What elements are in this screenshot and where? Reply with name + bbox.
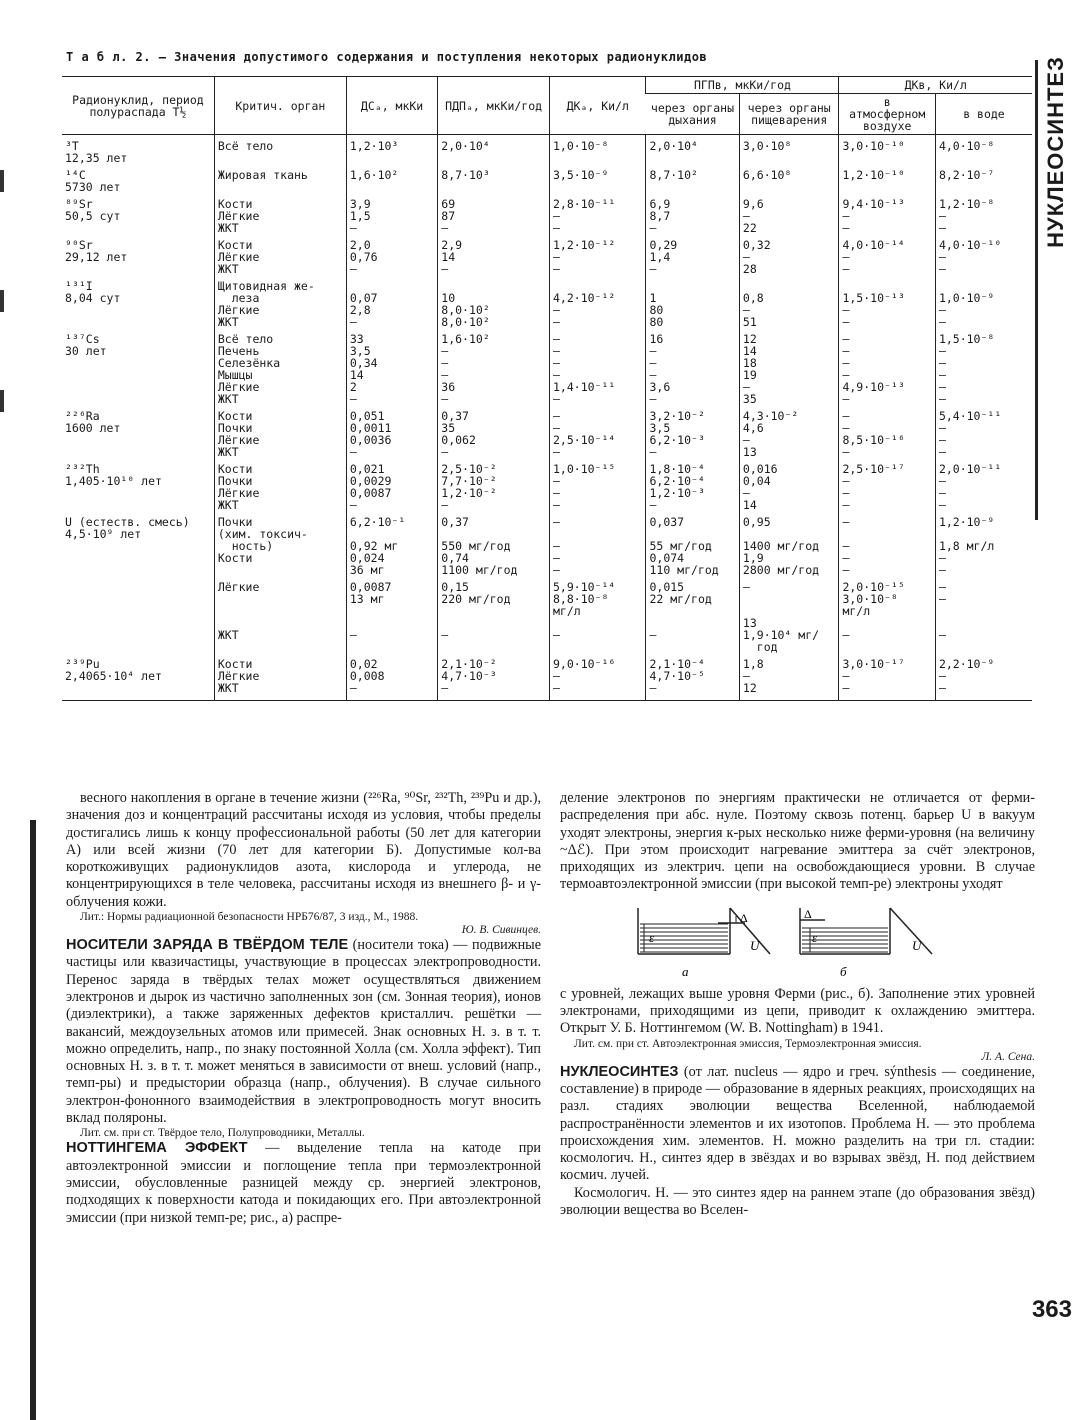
table-cell-dig: 12 14 18 19 — 35	[739, 328, 839, 405]
table-cell-water: 2,0·10⁻¹¹ — — —	[935, 458, 1032, 511]
table-cell-nuclide: ²³⁹Pu 2,4065·10⁴ лет	[62, 653, 214, 701]
table-cell-dk: — — — — 1,4·10⁻¹¹ —	[550, 328, 646, 405]
fig-u-b: U	[912, 937, 922, 953]
literature-note: Лит. см. при ст. Твёрдое тело, Полупроводники, Металлы.	[80, 1127, 365, 1140]
table-cell-nuclide: ²²⁶Ra 1600 лет	[65, 409, 121, 435]
table-cell-water: 8,2·10⁻⁷	[935, 164, 1032, 193]
table-cell-nuclide: ⁸⁹Sr 50,5 сут	[65, 197, 121, 223]
fig-label-a: а	[682, 963, 689, 979]
table-cell-resp: 0,015 22 мг/год —	[646, 576, 739, 653]
fig-label-b: б	[840, 963, 847, 979]
energy-diagram	[560, 898, 1035, 984]
entry-term: НОТТИНГЕМА ЭФФЕКТ	[66, 1140, 248, 1157]
table-cell-ds: 33 3,5 0,34 14 2 —	[346, 328, 437, 405]
table-cell-resp: 6,9 8,7 —	[646, 193, 739, 234]
table-row	[62, 193, 1032, 234]
table-cell-nuclide: ⁹⁰Sr 29,12 лет	[65, 238, 128, 264]
table-cell-dig: 0,95 1400 мг/год 1,9 2800 мг/год	[739, 511, 839, 576]
header-dkb-water: в воде	[935, 94, 1032, 135]
table-cell-dk: — — — —	[550, 511, 646, 576]
paragraph: весного накопления в органе в течение жизни (²²⁶Ra, ⁹⁰Sr, ²³²Th, ²³⁹Pu и др.), значения доз и концентраций рассчитаны исходя из условия, чтобы пределы достигались лишь к концу профессиональной работы (50 лет для категории А) или всей жизни (70 лет для категории Б). Допустимые кол-ва короткоживущих радионуклидов азота, кислорода и углерода, не концентрирующихся в теле человека, рассчитаны исходя из внешнего β- и γ-облучения кожи.	[66, 790, 541, 910]
table-cell-pdp: 2,1·10⁻² 4,7·10⁻³ —	[438, 653, 550, 701]
fig-eps-b: ε	[812, 929, 818, 945]
entry-nositeli	[66, 937, 541, 1127]
table-cell-air: — — — —	[839, 511, 935, 576]
table-cell-organ: Лёгкие ЖКТ	[214, 576, 346, 653]
table-cell-ds: 1,6·10²	[346, 164, 437, 193]
table-cell-pdp: 10 8,0·10² 8,0·10²	[438, 275, 550, 328]
table-cell-ds: 0,07 2,8 —	[346, 275, 437, 328]
table-cell-dk: — — 2,5·10⁻¹⁴ —	[550, 405, 646, 458]
entry-nucleosynthesis	[560, 1064, 1035, 1185]
header-pgp-resp: через органы дыхания	[646, 94, 739, 135]
table-cell-water: — — —	[935, 576, 1032, 653]
header-organ: Критич. орган	[214, 77, 346, 135]
entry-nottingham	[66, 1140, 541, 1226]
table-cell-pdp: 2,5·10⁻² 7,7·10⁻² 1,2·10⁻² —	[438, 458, 550, 511]
fig-delta-a: Δ	[740, 910, 748, 925]
header-pgp: ПГПв, мкКи/год	[646, 77, 839, 94]
table-cell-organ: Кости Лёгкие ЖКТ	[214, 653, 346, 701]
header-ds: ДСₐ, мкКи	[346, 77, 437, 135]
table-caption: Т а б л. 2. — Значения допустимого содержания и поступления некоторых радионуклидов	[66, 50, 708, 64]
table-cell-ds: 3,9 1,5 —	[346, 193, 437, 234]
paragraph: Космологич. Н. — это синтез ядер на раннем этапе (до образования звёзд) эволюции вещества во Вселен-	[560, 1184, 1035, 1219]
table-cell-pdp: 0,15 220 мг/год —	[438, 576, 550, 653]
table-cell-dig: — 13 1,9·10⁴ мг/ год	[739, 576, 839, 653]
table-cell-resp: 3,2·10⁻² 3,5 6,2·10⁻³ —	[646, 405, 739, 458]
table-cell-dk: 2,8·10⁻¹¹ — —	[550, 193, 646, 234]
radionuclide-table	[62, 76, 1032, 701]
entry-text: (носители тока) — подвижные частицы или квазичастицы, участвующие в процессах электропроводности. Перенос заряда в твёрдых телах может осуществляться движением электронов и дырок из частично заполненных зон (см. Зонная теория), ионов (диэлектрики), а также заряженных дефектов кристаллич. решётки — вакансий, междоузельных атомов или примесей. Знак основных Н. з. в т. т. можно определить, напр., по знаку постоянной Холла (см. Холла эффект). Тип основных Н. з. в т. т. может меняться в зависимости от внеш. условий (напр., темп-ры) и предыстории образца (напр., облучения). В случае сильного электрон-фононного взаимодействия в электропроводность могут вносить вклад поляроны.	[66, 937, 541, 1127]
table-cell-dig: 4,3·10⁻² 4,6 — 13	[739, 405, 839, 458]
header-pgp-dig: через органы пищеварения	[739, 94, 839, 135]
table-cell-organ: Щитовидная же- леза Лёгкие ЖКТ	[214, 275, 346, 328]
table-cell-air: 3,0·10⁻¹⁷ — —	[839, 653, 935, 701]
table-cell-resp: 0,037 55 мг/год 0,074 110 мг/год	[646, 511, 739, 576]
table-cell-dig: 0,8 — 51	[739, 275, 839, 328]
table-cell-ds: 2,0 0,76 —	[346, 234, 437, 275]
table-cell-water: 4,0·10⁻¹⁰ — —	[935, 234, 1032, 275]
nottingham-figure	[560, 898, 1035, 984]
fig-u-a: U	[750, 937, 760, 953]
table-cell-water: 4,0·10⁻⁸	[935, 135, 1032, 165]
left-column	[66, 790, 541, 1227]
header-dk: ДКₐ, Ки/л	[550, 77, 646, 135]
table-cell-nuclide: ¹⁴C 5730 лет	[65, 168, 121, 194]
table-cell-air: 2,0·10⁻¹⁵ 3,0·10⁻⁸ мг/л —	[839, 576, 935, 653]
paragraph: деление электронов по энергиям практически не отличается от ферми-распределения при абс. нуле. Поэтому сквозь потенц. барьер U в вакуум уходят электроны, энергия к-рых несколько ниже ферми-уровня (на величину ~Δℰ). При этом происходит нагревание эмиттера за счёт электронов, приходящих из электрич. цепи на освобождающиеся уровни. В случае термоавтоэлектронной эмиссии (при высокой темп-ре) электроны уходят	[560, 790, 1035, 893]
table-cell-organ: Кости Лёгкие ЖКТ	[214, 193, 346, 234]
table-cell-organ: Кости Почки Лёгкие ЖКТ	[214, 458, 346, 511]
table-cell-air: — — 8,5·10⁻¹⁶ —	[839, 405, 935, 458]
entry-text: — выделение тепла на катоде при автоэлектронной эмиссии и поглощение тепла при термоэлектронной эмиссии, обусловленные разницей между ср. энергией электронов, подходящих к поверхности катода и покидающих его. При автоэлектронной эмиссии (при низкой темп-ре; рис., а) распре-	[66, 1140, 541, 1226]
table-cell-ds: 0,0087 13 мг —	[346, 576, 437, 653]
table-cell-water: 5,4·10⁻¹¹ — — —	[935, 405, 1032, 458]
table-cell-water: 1,5·10⁻⁸ — — — — —	[935, 328, 1032, 405]
table-row	[62, 328, 1032, 405]
paragraph: с уровней, лежащих выше уровня Ферми (рис., б). Заполнение этих уровней электронами, приходящими из цепи, приводит к охлаждению эмиттера. Открыт У. Б. Ноттингемом (W. B. Nottingham) в 1941.	[560, 985, 1035, 1037]
author-signature: Л. А. Сена.	[981, 1050, 1035, 1063]
table-cell-air: 2,5·10⁻¹⁷ — — —	[839, 458, 935, 511]
running-head	[1042, 52, 1070, 252]
table-cell-resp: 1 80 80	[646, 275, 739, 328]
table-cell-resp: 0,29 1,4 —	[646, 234, 739, 275]
scan-edge-mark	[0, 170, 4, 192]
header-nuclide: Радионуклид, период полураспада T½	[62, 77, 214, 135]
page-number: 363	[1031, 1296, 1072, 1323]
table-cell-air: 3,0·10⁻¹⁰	[839, 135, 935, 165]
table-cell-nuclide: ²³²Th 1,405·10¹⁰ лет	[65, 462, 162, 488]
table-cell-pdp: 1,6·10² — — — 36 —	[438, 328, 550, 405]
table-row	[62, 576, 1032, 653]
entry-term: НУКЛЕОСИНТЕЗ	[560, 1063, 679, 1080]
table-row	[62, 653, 1032, 701]
table-cell-water: 1,2·10⁻⁹ 1,8 мг/л — —	[935, 511, 1032, 576]
table-cell-dk: 3,5·10⁻⁹	[550, 164, 646, 193]
literature-note: Лит.: Нормы радиационной безопасности НРБ76/87, 3 изд., М., 1988.	[80, 911, 419, 924]
table-cell-resp: 16 — — — 3,6 —	[646, 328, 739, 405]
table-cell-dk: 1,0·10⁻¹⁵ — — —	[550, 458, 646, 511]
table-cell-nuclide	[62, 576, 214, 653]
table-cell-dig: 6,6·10⁸	[739, 164, 839, 193]
table-row	[62, 405, 1032, 458]
table-cell-resp: 8,7·10²	[646, 164, 739, 193]
table-cell-ds: 0,051 0,0011 0,0036 —	[346, 405, 437, 458]
table-cell-pdp: 0,37 550 мг/год 0,74 1100 мг/год	[438, 511, 550, 576]
table-cell-pdp: 69 87 —	[438, 193, 550, 234]
table-cell-resp: 1,8·10⁻⁴ 6,2·10⁻⁴ 1,2·10⁻³ —	[646, 458, 739, 511]
table-cell-dk: 1,0·10⁻⁸	[550, 135, 646, 165]
table-cell-air: 9,4·10⁻¹³ — —	[839, 193, 935, 234]
author-signature: Ю. В. Сивинцев.	[461, 924, 541, 937]
table-row	[62, 458, 1032, 511]
table-cell-ds: 0,021 0,0029 0,0087 —	[346, 458, 437, 511]
fig-delta-b: Δ	[804, 906, 812, 921]
table-cell-air: — — — — 4,9·10⁻¹³ —	[839, 328, 935, 405]
running-head-text: НУКЛЕОСИНТЕЗ	[1043, 56, 1068, 248]
table-cell-dk: 5,9·10⁻¹⁴ 8,8·10⁻⁸ мг/л —	[550, 576, 646, 653]
header-dkb-air: в атмосферном воздухе	[839, 94, 935, 135]
table-row	[62, 234, 1032, 275]
table-cell-dig: 3,0·10⁸	[739, 135, 839, 165]
table-cell-dk: 4,2·10⁻¹² — —	[550, 275, 646, 328]
table-cell-dk: 9,0·10⁻¹⁶ — —	[550, 653, 646, 701]
scan-edge-mark	[0, 390, 4, 412]
header-dkb: ДКв, Ки/л	[839, 77, 1032, 94]
fig-eps-a: ε	[649, 929, 655, 945]
header-pdp: ПДПₐ, мкКи/год	[438, 77, 550, 135]
table-cell-resp: 2,0·10⁴	[646, 135, 739, 165]
scan-binding-shadow	[30, 820, 36, 1420]
table-cell-ds: 1,2·10³	[346, 135, 437, 165]
table-row	[62, 511, 1032, 576]
table-cell-organ: Почки (хим. токсич- ность) Кости	[214, 511, 346, 576]
entry-term: НОСИТЕЛИ ЗАРЯДА В ТВЁРДОМ ТЕЛЕ	[66, 937, 349, 954]
table-cell-dig: 9,6 — 22	[739, 193, 839, 234]
right-column	[560, 790, 1035, 1219]
table-cell-dig: 0,32 — 28	[739, 234, 839, 275]
table-cell-organ: Кости Почки Лёгкие ЖКТ	[214, 405, 346, 458]
table-cell-pdp: 2,0·10⁴	[438, 135, 550, 165]
table-row	[62, 164, 1032, 193]
table-cell-air: 1,5·10⁻¹³ — —	[839, 275, 935, 328]
table-cell-organ: Всё тело Печень Селезёнка Мышцы Лёгкие ЖКТ	[214, 328, 346, 405]
table-cell-nuclide: ¹³⁷Cs 30 лет	[65, 332, 107, 358]
entry-text: (от лат. nucleus — ядро и греч. sýnthesis — соединение, составление) в природе — образование в ядерных реакциях, происходящих на разл. стадиях эволюции вещества Вселенной, наблюдаемой распространённости элементов и их изотопов. Проблема Н. — это проблема происхождения хим. элементов. Н. можно разделить на три гл. стадии: космологич. Н., синтез ядер в звёздах и во взрывах звёзд, Н. под действием космич. лучей.	[560, 1063, 1035, 1184]
table-cell-organ: Всё тело	[214, 135, 346, 165]
table-cell-nuclide: ¹³¹I 8,04 сут	[65, 279, 121, 305]
table-cell-air: 1,2·10⁻¹⁰	[839, 164, 935, 193]
table-cell-water: 1,0·10⁻⁹ — —	[935, 275, 1032, 328]
table-cell-dk: 1,2·10⁻¹² — —	[550, 234, 646, 275]
table-cell-pdp: 0,37 35 0,062 —	[438, 405, 550, 458]
table-cell-nuclide: U (естеств. смесь) 4,5·10⁹ лет	[65, 515, 190, 541]
table-cell-water: 1,2·10⁻⁸ — —	[935, 193, 1032, 234]
scan-edge-mark	[0, 290, 4, 312]
table-cell-resp: 2,1·10⁻⁴ 4,7·10⁻⁵ —	[646, 653, 739, 701]
table-cell-dig: 1,8 — 12	[739, 653, 839, 701]
table-cell-air: 4,0·10⁻¹⁴ — —	[839, 234, 935, 275]
table-cell-dig: 0,016 0,04 — 14	[739, 458, 839, 511]
table-cell-nuclide: ³T 12,35 лет	[65, 139, 128, 165]
literature-note: Лит. см. при ст. Автоэлектронная эмиссия, Термоэлектронная эмиссия.	[574, 1037, 922, 1050]
table-cell-organ: Кости Лёгкие ЖКТ	[214, 234, 346, 275]
table-cell-pdp: 8,7·10³	[438, 164, 550, 193]
table-cell-ds: 0,02 0,008 —	[346, 653, 437, 701]
table-cell-water: 2,2·10⁻⁹ — —	[935, 653, 1032, 701]
table-row	[62, 275, 1032, 328]
table-cell-ds: 6,2·10⁻¹ 0,92 мг 0,024 36 мг	[346, 511, 437, 576]
table-row	[62, 135, 1032, 165]
table-cell-pdp: 2,9 14 —	[438, 234, 550, 275]
table-cell-organ: Жировая ткань	[214, 164, 346, 193]
side-rule	[1035, 60, 1038, 520]
